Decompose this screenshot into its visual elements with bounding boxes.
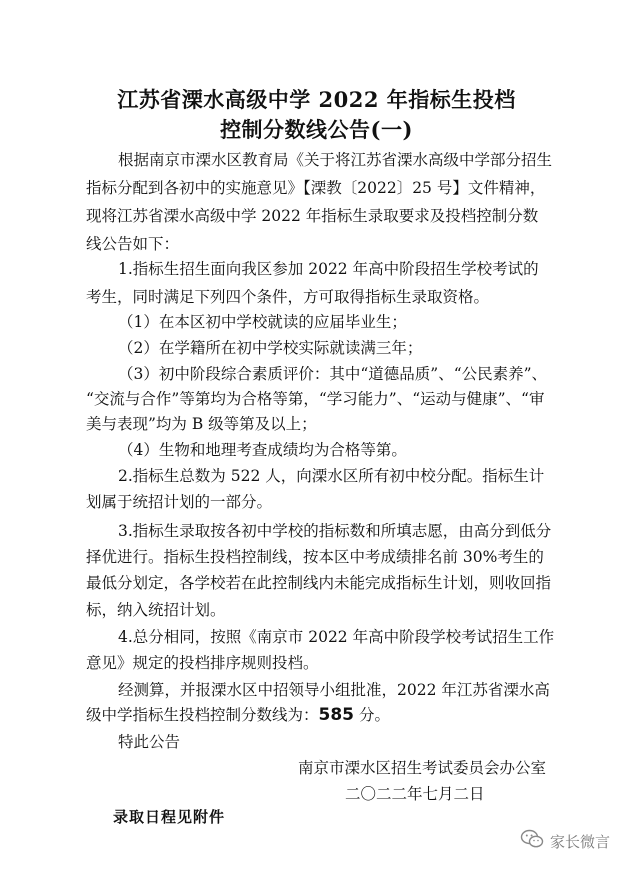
item1-line-2: 考生，同时满足下列四个条件，方可取得指标生录取资格。 xyxy=(86,288,490,306)
condition-1: （1）在本区初中学校就读的应届毕业生； xyxy=(118,313,407,331)
condition-3-line-2: “交流与合作”等第均为合格等第，“学习能力”、“运动与健康”、“审 xyxy=(86,390,545,408)
intro-line-3: 现将江苏省溧水高级中学 2022 年指标生录取要求及投档控制分数 xyxy=(86,207,539,225)
item1-line-1: 1.指标生招生面向我区参加 2022 年高中阶段招生学校考试的 xyxy=(118,260,539,278)
result-line-1: 经测算，并报溧水区中招领导小组批准，2022 年江苏省溧水高 xyxy=(118,681,550,699)
watermark xyxy=(520,829,610,853)
intro-line-2: 指标分配到各初中的实施意见》【溧教〔2022〕25 号】文件精神， xyxy=(86,179,546,197)
item3-line-1: 3.指标生录取按各初中学校的指标数和所填志愿，由高分到低分 xyxy=(118,522,552,540)
signature-date: 二〇二二年七月二日 xyxy=(345,785,485,803)
watermark-text: 家长微言 xyxy=(550,832,611,851)
result-prefix: 级中学指标生投档控制分数线为： xyxy=(86,706,319,724)
closing-text: 特此公告 xyxy=(118,733,181,751)
item3-line-3: 最低分划定，各学校若在此控制线内未能完成指标生计划，则收回指 xyxy=(86,574,552,592)
condition-3-line-3: 美与表现”均为 B 级等第及以上； xyxy=(86,415,317,433)
wechat-icon xyxy=(520,829,544,853)
item2-line-1: 2.指标生总数为 522 人，向溧水区所有初中校分配。指标生计 xyxy=(118,467,545,485)
document-title-line-2: 控制分数线公告(一) xyxy=(220,117,413,142)
intro-line-4: 线公告如下： xyxy=(86,235,180,253)
annex-note: 录取日程见附件 xyxy=(113,808,226,826)
intro-line-1: 根据南京市溧水区教育局《关于将江苏省溧水高级中学部分招生 xyxy=(118,151,553,169)
item2-line-2: 划属于统招计划的一部分。 xyxy=(86,493,273,511)
result-suffix: 分。 xyxy=(354,706,390,724)
condition-2: （2）在学籍所在初中学校实际就读满三年； xyxy=(118,339,423,357)
condition-4: （4）生物和地理考查成绩均为合格等第。 xyxy=(118,441,407,459)
condition-3-line-1: （3）初中阶段综合素质评价：其中“道德品质”、“公民素养”、 xyxy=(118,365,548,383)
item4-line-2: 意见》规定的投档排序规则投档。 xyxy=(86,654,319,672)
document-title-line-1: 江苏省溧水高级中学 2022 年指标生投档 xyxy=(117,87,516,112)
item3-line-2: 择优进行。指标生投档控制线，按本区中考成绩排名前 30%考生的 xyxy=(86,548,544,566)
item4-line-1: 4.总分相同，按照《南京市 2022 年高中阶段学校考试招生工作 xyxy=(118,628,555,646)
item3-line-4: 标，纳入统招计划。 xyxy=(86,601,226,619)
result-line-2 xyxy=(86,705,390,725)
cutoff-score: 585 xyxy=(318,705,355,725)
signature-org: 南京市溧水区招生考试委员会办公室 xyxy=(298,759,547,777)
